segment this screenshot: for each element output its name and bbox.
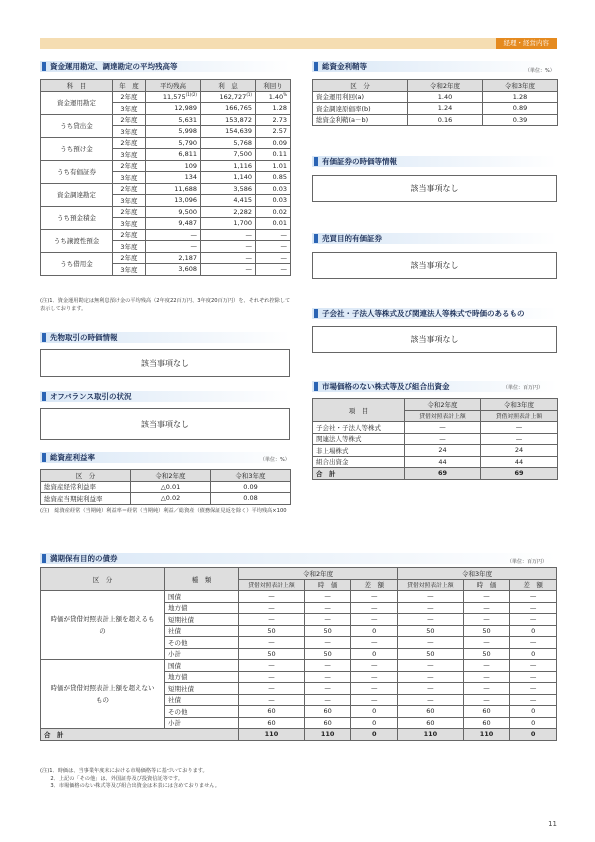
table-row: 社債 — — — — — — <box>41 694 557 706</box>
table-row: 総資金利鞘(a－b) 0.16 0.39 <box>313 114 558 126</box>
row-group-label: うち譲渡性預金 <box>41 229 113 252</box>
htm-unit: （単位：百万円） <box>507 559 548 565</box>
table-row: 総資産当期純利益率 △0.02 0.08 <box>41 493 291 505</box>
row-group-label: 資金運用勘定 <box>41 91 113 114</box>
table-row: 組合出資金 44 44 <box>313 456 558 468</box>
table-row: その他 — — — — — — <box>41 637 557 649</box>
roa-unit: （単位：%） <box>260 457 290 463</box>
forward-title: 先物取引の時価情報 <box>40 332 290 343</box>
table-row: 社債 50 50 0 50 50 0 <box>41 625 557 637</box>
trading-securities-title: 売買目的有価証券 <box>312 233 557 244</box>
htm-title: 満期保有目的の債券 <box>40 553 557 564</box>
table-row: 3年度 6,811 7,500 0.11 <box>41 149 291 161</box>
table-row: 関連法人等株式 — — <box>313 433 558 445</box>
nomarket-table: 項 目 令和2年度 令和3年度 貸借対照表計上額 貸借対照表計上額 子会社・子法人等株式 — — 関連法人等株式 — — 非上場株式 24 24 組合出資金 44 44 合 計 69 69 <box>312 398 558 480</box>
table-row: 3年度 12,989 166,765 1.28 <box>41 103 291 115</box>
offbalance-title: オフバランス取引の状況 <box>40 391 290 402</box>
row-group-label: うち預金積金 <box>41 206 113 229</box>
table-header-row: 区 分 令和2年度 令和3年度 <box>41 470 291 482</box>
table-row: 非上場株式 24 24 <box>313 445 558 457</box>
table-row: 地方債 — — — — — — <box>41 671 557 683</box>
table-row: 小計 60 60 0 60 60 0 <box>41 717 557 729</box>
htm-notes: (注)1．時価は、当事業年度末における市場価格等に基づいております。 2．上記の「その他」は、外国証券及び投資信託等です。 3．市場価格のない株式等及び組合出資金は本表には含めておりません。 <box>40 768 220 789</box>
row-group-label: うち預け金 <box>41 137 113 160</box>
header-bar <box>40 38 557 49</box>
table-row: 時価が貸借対照表計上額を超えるもの 国債 — — — — — — <box>41 591 557 603</box>
subsidiary-title: 子会社・子法人等株式及び関連法人等株式で時価のあるもの <box>312 308 557 319</box>
table-row: 3年度 9,487 1,700 0.01 <box>41 218 291 230</box>
avg-section-title: 資金運用勘定、調達勘定の平均残高等 <box>40 61 290 72</box>
table-row: 資金調達原価率(b) 1.24 0.89 <box>313 103 558 115</box>
page-number: 11 <box>548 820 557 828</box>
table-row: 3年度 5,998 154,639 2.57 <box>41 126 291 138</box>
table-row: うち譲渡性預金 2年度 — — — <box>41 229 291 241</box>
table-row: うち預け金 2年度 5,790 5,768 0.09 <box>41 137 291 149</box>
spread-table <box>312 79 558 126</box>
roa-table <box>40 469 291 505</box>
table-row: うち借用金 2年度 2,187 — — <box>41 252 291 264</box>
table-row: 資金運用利回(a) 1.40 1.28 <box>313 91 558 103</box>
forward-box: 該当事項なし <box>40 349 290 377</box>
table-row: うち預金積金 2年度 9,500 2,282 0.02 <box>41 206 291 218</box>
table-row: 3年度 3,608 — — <box>41 264 291 276</box>
total-row: 合 計 69 69 <box>313 468 558 480</box>
table-row: 3年度 13,096 4,415 0.03 <box>41 195 291 207</box>
table-row: うち有価証券 2年度 109 1,116 1.01 <box>41 160 291 172</box>
table-row: 短期社債 — — — — — — <box>41 683 557 695</box>
avg-note: (注)1．資金運用勘定は無利息預け金の平均残高（2年度22百万円、3年度20百万円）を、それぞれ控除して表示しております。 <box>40 298 291 312</box>
table-row: 資金運用勘定 2年度 $11,575^{(1)(2)}$ 162,727$^{(1)}$ 1.40% <box>41 91 291 103</box>
table-row: 3年度 134 1,140 0.85 <box>41 172 291 184</box>
roa-note: (注) 総資産経常（当期純）利益率＝経常（当期純）利益／総資産（債務保証見返を除く）平均残高×100 <box>40 508 287 514</box>
avg-balance-table <box>40 79 291 276</box>
securities-fair-box: 該当事項なし <box>312 175 557 202</box>
table-header-row: 区 分 令和2年度 令和3年度 <box>313 80 558 92</box>
table-header-row: 科 目 年 度 平均残高 利 息 利回り <box>41 80 291 92</box>
row-group-label: 資金調達勘定 <box>41 183 113 206</box>
table-row: うち貸出金 2年度 5,631 153,872 2.73 <box>41 114 291 126</box>
table-row: 短期社債 — — — — — — <box>41 614 557 626</box>
nomarket-title: 市場価格のない株式等及び組合出資金 <box>312 381 557 392</box>
table-row: その他 60 60 0 60 60 0 <box>41 706 557 718</box>
table-row: 3年度 — — — <box>41 241 291 253</box>
spread-section-title: 総資金利鞘等 <box>312 61 557 72</box>
row-group-label: うち借用金 <box>41 252 113 275</box>
table-row: 資金調達勘定 2年度 11,688 3,586 0.03 <box>41 183 291 195</box>
htm-table: 区 分 種 類 令和2年度 令和3年度 貸借対照表計上額 時 価 差 額 貸借対照表計上額 時 価 差 額 時価が貸借対照表計上額を超えるもの 国債 — — — — — — 地方債 — — — — — — 短期社債 — — — — — — 社債 50 50 0 50 50 0 その他 — — — — — — 小計 50 50 0 50 50 0 時価が貸借対照表計上額を超えないもの 国債 — — — — — — 地方債 — — — — — — 短期社債 — — — — — — 社債 — — — — — — その他 60 60 0 60 60 0 小計 60 60 0 60 60 0 合 計 110 110 0 110 110 0 <box>40 567 557 741</box>
spread-unit: （単位：%） <box>525 68 555 74</box>
trading-securities-box: 該当事項なし <box>312 252 557 279</box>
row-group-label: うち有価証券 <box>41 160 113 183</box>
total-row: 合 計 110 110 0 110 110 0 <box>41 729 557 741</box>
roa-title: 総資産利益率 <box>40 452 290 463</box>
row-group-label: 時価が貸借対照表計上額を超えないもの <box>41 660 165 729</box>
section-chip: 経理・経営内容 <box>496 38 558 49</box>
table-row: 地方債 — — — — — — <box>41 602 557 614</box>
row-group-label: うち貸出金 <box>41 114 113 137</box>
table-row: 時価が貸借対照表計上額を超えないもの 国債 — — — — — — <box>41 660 557 672</box>
subsidiary-box: 該当事項なし <box>312 326 557 353</box>
row-group-label: 時価が貸借対照表計上額を超えるもの <box>41 591 165 660</box>
securities-fair-title: 有価証券の時価等情報 <box>312 156 557 167</box>
table-row: 総資産経常利益率 △0.01 0.09 <box>41 481 291 493</box>
table-row: 子会社・子法人等株式 — — <box>313 422 558 434</box>
table-row: 小計 50 50 0 50 50 0 <box>41 648 557 660</box>
nomarket-unit: （単位：百万円） <box>503 385 544 391</box>
offbalance-box: 該当事項なし <box>40 408 290 440</box>
